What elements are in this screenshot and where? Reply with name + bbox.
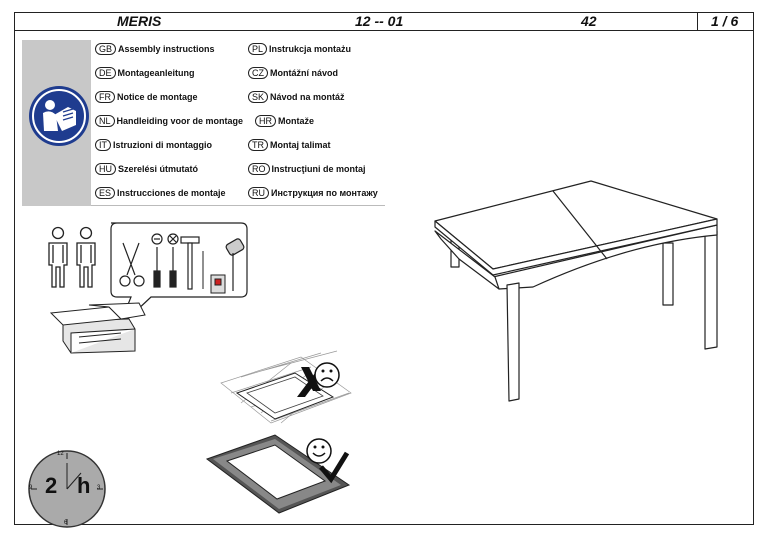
lang-ru: RU Инструкция по монтажу [248,187,378,199]
drill-icon [203,251,225,293]
lang-ro: RO Instrucţiuni de montaj [248,163,366,175]
lang-cz: CZ Montážní návod [248,67,338,79]
mallet-icon [225,238,245,291]
lang-pl: PL Instrukcja montażu [248,43,351,55]
read-manual-icon [28,85,90,147]
dial-6: 6 [64,520,68,526]
sad-face-icon [313,361,341,389]
lang-nl: NL Handleiding voor de montage [95,115,243,127]
lang-hr: HR Montaže [255,115,314,127]
check-icon [319,451,349,481]
lang-tr: TR Montaj talimat [248,139,331,151]
model-name: MERIS [117,13,162,29]
product-number: 42 [581,13,597,29]
dial-3: 3 [97,485,101,491]
lang-de: DE Montageanleitung [95,67,195,79]
header-bar [15,13,753,31]
lang-it: IT Istruzioni di montaggio [95,139,212,151]
page-indicator: 1 / 6 [711,13,739,29]
lang-sk: SK Návod na montáž [248,91,345,103]
toolbox-icon [49,297,149,355]
lang-hu: HU Szerelési útmutató [95,163,198,175]
time-unit: h [77,473,91,498]
lang-gb: GB Assembly instructions [95,43,215,55]
panel-divider [91,205,385,206]
header-divider [697,13,698,30]
dial-9: 9 [29,485,33,491]
hammer-icon [181,237,199,289]
screwdriver-icon [152,234,178,287]
table-drawing [429,173,729,393]
instruction-page [14,12,754,525]
product-code: 12 -- 01 [355,13,404,29]
scissors-icon [120,243,144,286]
dial-12: 12 [57,451,64,457]
time-value: 2 [45,473,58,498]
lang-es: ES Instrucciones de montaje [95,187,226,199]
lang-fr: FR Notice de montage [95,91,198,103]
